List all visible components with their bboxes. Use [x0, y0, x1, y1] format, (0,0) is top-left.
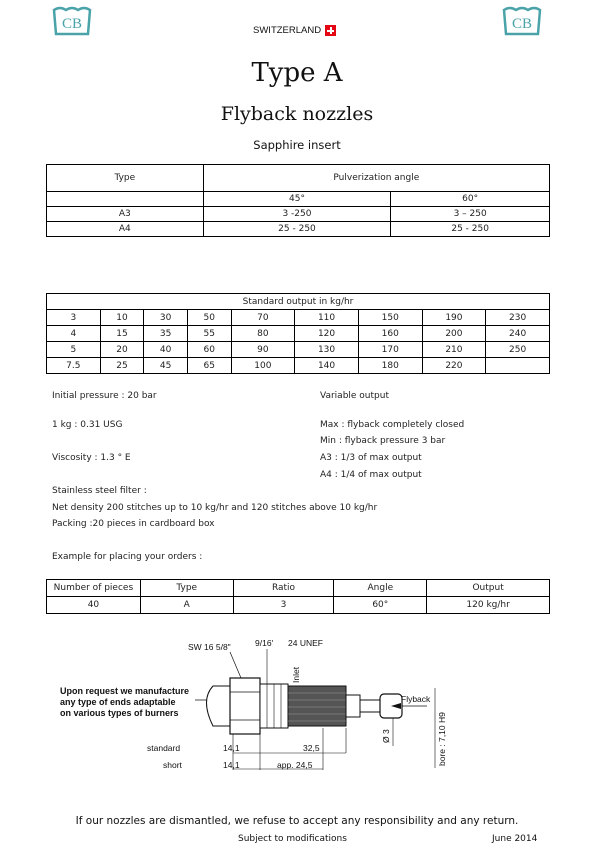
- cell: 190: [422, 310, 486, 326]
- standard-dim-b: 32,5: [303, 743, 320, 753]
- pulverization-angle-table: [46, 164, 550, 237]
- cell: 25: [100, 358, 144, 374]
- table-row: [47, 310, 550, 326]
- cb-logo: [502, 6, 542, 36]
- cell: 160: [358, 326, 422, 342]
- diameter-label: Ø 3: [381, 729, 391, 743]
- standard-label: standard: [147, 743, 181, 753]
- cell: 15: [100, 326, 144, 342]
- cell: 3: [47, 310, 101, 326]
- cell: A4: [47, 222, 204, 237]
- country-name: SWITZERLAND: [253, 25, 322, 36]
- col-header-60: 60°: [391, 192, 550, 207]
- cell: 80: [231, 326, 295, 342]
- col-header-angle: Pulverization angle: [203, 165, 549, 192]
- col-header-45: 45°: [203, 192, 391, 207]
- cell: 3 -250: [203, 207, 391, 222]
- cell: 90: [231, 342, 295, 358]
- cell: 210: [422, 342, 486, 358]
- cell: 180: [358, 358, 422, 374]
- subject-to-modifications: Subject to modifications: [238, 834, 347, 844]
- spec-min: Min : flyback pressure 3 bar: [320, 436, 446, 446]
- cell: 120 kg/hr: [427, 597, 550, 614]
- order-example-table: [46, 579, 550, 614]
- cell: 4: [47, 326, 101, 342]
- spec-max: Max : flyback completely closed: [320, 420, 465, 430]
- inlet-label: Inlet: [291, 666, 301, 683]
- cell: 250: [486, 342, 550, 358]
- swiss-flag-icon: [325, 25, 336, 36]
- cell: 120: [295, 326, 359, 342]
- cell: 65: [187, 358, 231, 374]
- callout-line-1: Upon request we manufacture: [60, 686, 190, 696]
- cell: 30: [144, 310, 188, 326]
- cell: 40: [47, 597, 141, 614]
- cell: 220: [422, 358, 486, 374]
- sw-label: SW 16 5/8": [188, 642, 231, 652]
- cell: 55: [187, 326, 231, 342]
- spec-a3: A3 : 1/3 of max output: [320, 453, 422, 463]
- page-subtitle: Flyback nozzles: [220, 103, 374, 125]
- cell: 130: [295, 342, 359, 358]
- cell: 60°: [334, 597, 427, 614]
- cell: 45: [144, 358, 188, 374]
- cell: 110: [295, 310, 359, 326]
- spec-variable-output: Variable output: [320, 391, 389, 401]
- cell: 3 – 250: [391, 207, 550, 222]
- spec-example: Example for placing your orders :: [52, 552, 203, 562]
- cell: 3: [233, 597, 334, 614]
- svg-text:CB: CB: [511, 16, 533, 32]
- empty-cell: [47, 192, 204, 207]
- cell: 20: [100, 342, 144, 358]
- cell: 140: [295, 358, 359, 374]
- cell: A: [140, 597, 233, 614]
- standard-output-table: [46, 293, 550, 374]
- cell: [486, 358, 550, 374]
- cell: 10: [100, 310, 144, 326]
- cell: 100: [231, 358, 295, 374]
- short-dim-a: 14,1: [223, 760, 240, 770]
- cell: 25 - 250: [203, 222, 391, 237]
- page-title: Type A: [251, 58, 343, 88]
- col-header: Type: [140, 580, 233, 597]
- spec-packing: Packing :20 pieces in cardboard box: [52, 519, 215, 529]
- cell: 40: [144, 342, 188, 358]
- col-header: Angle: [334, 580, 427, 597]
- col-header: Output: [427, 580, 550, 597]
- callout-line-2: any type of ends adaptable: [60, 697, 176, 707]
- spec-net-density: Net density 200 stitches up to 10 kg/hr and 120 stitches above 10 kg/hr: [52, 503, 378, 513]
- short-label: short: [163, 760, 182, 770]
- bore-label: bore : 7,10 H9: [437, 712, 447, 766]
- cell: 35: [144, 326, 188, 342]
- output-table-header: Standard output in kg/hr: [47, 294, 550, 310]
- table-row: [47, 597, 550, 614]
- short-dim-b: app. 24,5: [277, 760, 313, 770]
- thread-label-2: 24 UNEF: [288, 638, 323, 648]
- table-row: [47, 342, 550, 358]
- spec-filter: Stainless steel filter :: [52, 486, 147, 496]
- thread-label-1: 9/16': [255, 638, 274, 648]
- cell: 25 - 250: [391, 222, 550, 237]
- col-header: Number of pieces: [47, 580, 141, 597]
- document-date: June 2014: [492, 834, 538, 844]
- cell: 5: [47, 342, 101, 358]
- spec-viscosity: Viscosity : 1.3 ° E: [52, 453, 131, 463]
- cell: 230: [486, 310, 550, 326]
- disclaimer-note: If our nozzles are dismantled, we refuse to accept any responsibility and any return.: [75, 815, 519, 827]
- table-row: [47, 326, 550, 342]
- spec-kg-usg: 1 kg : 0.31 USG: [52, 420, 123, 430]
- svg-text:CB: CB: [61, 16, 83, 32]
- col-header-type: Type: [47, 165, 204, 192]
- cell: 50: [187, 310, 231, 326]
- flyback-label: Flyback: [401, 694, 431, 704]
- table-row: [47, 358, 550, 374]
- spec-initial-pressure: Initial pressure : 20 bar: [52, 391, 157, 401]
- nozzle-technical-drawing: [55, 628, 455, 778]
- cell: A3: [47, 207, 204, 222]
- cell: 60: [187, 342, 231, 358]
- cell: 170: [358, 342, 422, 358]
- cell: 240: [486, 326, 550, 342]
- table-row: [47, 222, 550, 237]
- page-subsubtitle: Sapphire insert: [253, 138, 341, 152]
- cell: 200: [422, 326, 486, 342]
- callout-line-3: on various types of burners: [60, 708, 179, 718]
- table-row: [47, 207, 550, 222]
- standard-dim-a: 14,1: [223, 743, 240, 753]
- cell: 70: [231, 310, 295, 326]
- country-label: [253, 25, 336, 36]
- cell: 7.5: [47, 358, 101, 374]
- spec-a4: A4 : 1/4 of max output: [320, 470, 422, 480]
- cell: 150: [358, 310, 422, 326]
- cb-logo: [52, 6, 92, 36]
- col-header: Ratio: [233, 580, 334, 597]
